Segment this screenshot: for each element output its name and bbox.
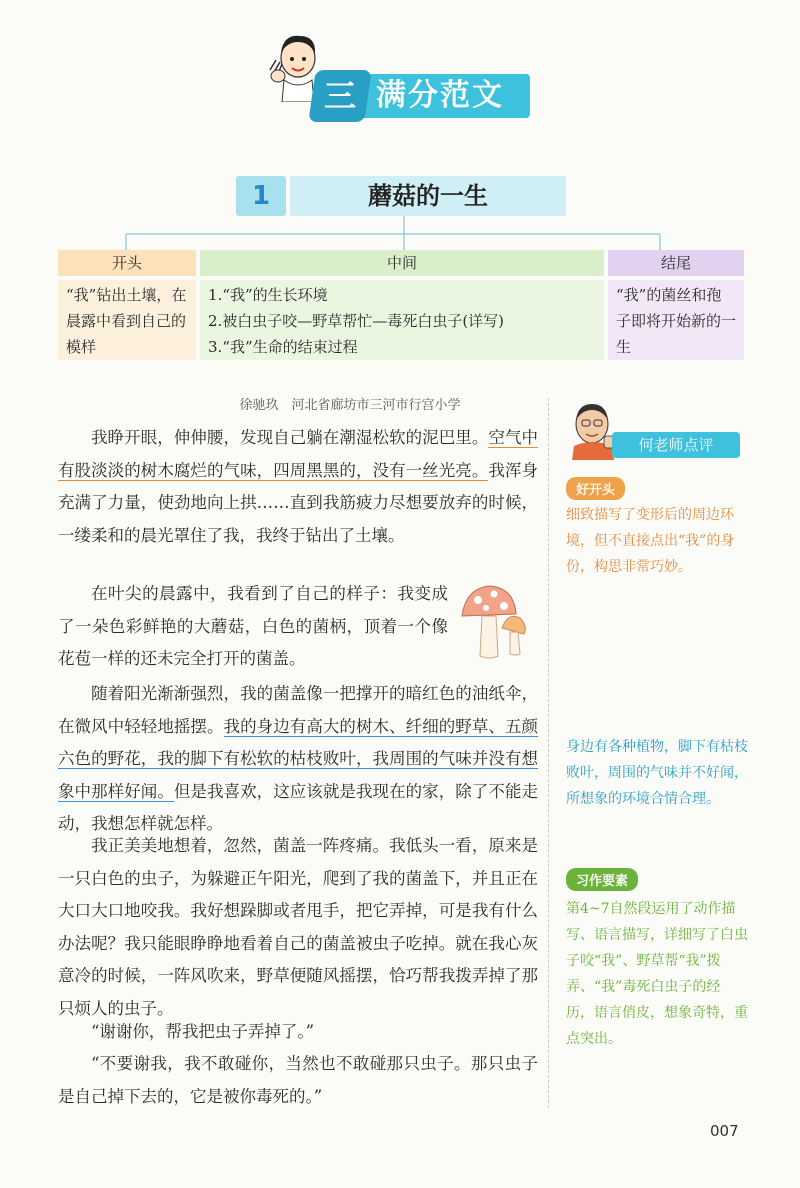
paragraph-1	[58, 422, 538, 552]
essay-author: 徐驰玖 河北省廊坊市三河市行宫小学	[239, 398, 461, 413]
paragraph-5: “谢谢你，帮我把虫子弄掉了。”	[91, 1022, 315, 1041]
comment-opening: 细致描写了变形后的周边环境，但不直接点出“我”的身份，构思非常巧妙。	[566, 507, 735, 575]
structure-middle-item: 1.“我”的生长环境	[208, 286, 328, 304]
paragraph-3-part: 但是我喜欢，这应该就是我现在的家，除了不能走动，我想怎样就怎样。	[58, 781, 539, 833]
structure-cell-middle	[200, 280, 604, 360]
structure-middle-item: 2.被白虫子咬—野草帮忙—毒死白虫子(详写)	[208, 312, 505, 330]
paragraph-4: 我正美美地想着，忽然，菌盖一阵疼痛。我低头一看，原来是一只白色的虫子，为躲避正午阳光，爬到了我的菌盖下，并且正在大口大口地咬我。我好想跺脚或者甩手，把它弄掉，可是我有什么办法呢？我只能眼睁睁地看着自己的菌盖被虫子吃掉。就在我心灰意冷的时候，一阵风吹来，野草便随风摇摆，恰巧帮我拨弄掉了那只烦人的虫子。	[58, 836, 538, 1018]
structure-cell-start: “我”钻出土壤，在晨露中看到自己的模样	[58, 280, 196, 360]
tag-good-opening: 好开头	[566, 477, 625, 500]
structure-cell-end: “我”的菌丝和孢子即将开始新的一生	[608, 280, 744, 360]
mushroom-illustration	[458, 582, 530, 662]
chapter-number: 三	[323, 77, 356, 115]
highlight-orange: 空气中有股淡淡的树木腐烂的气味，四周黑黑的，没有一丝光亮。	[58, 428, 539, 480]
paragraph-6: “不要谢我，我不敢碰你，当然也不敢碰那只虫子。那只虫子是自己掉下去的，它是被你毒死的。”	[58, 1054, 538, 1106]
structure-connector-lines	[0, 216, 800, 252]
structure-head-middle: 中间	[200, 250, 604, 276]
paragraph-3	[58, 678, 538, 841]
structure-head-start: 开头	[58, 250, 196, 276]
teacher-comment-title: 何老师点评	[612, 432, 740, 458]
essay-number: 1	[251, 181, 271, 211]
structure-head-end: 结尾	[608, 250, 744, 276]
chapter-title: 满分范文	[376, 78, 504, 113]
sidebar-divider	[548, 398, 549, 1108]
page-number: 007	[710, 1122, 739, 1140]
highlight-blue: 我的身边有高大的树木、纤细的野草、五颜六色的野花，我的脚下有松软的枯枝败叶，我周围的气味并没有想象中那样好闻。	[58, 716, 539, 801]
comment-environment: 身边有各种植物，脚下有枯枝败叶，周围的气味并不好闻，所想象的环境合情合理。	[566, 739, 748, 807]
paragraph-2: 在叶尖的晨露中，我看到了自己的样子：我变成了一朵色彩鲜艳的大蘑菇，白色的菌柄，顶着一个像花苞一样的还未完全打开的菌盖。	[58, 584, 448, 668]
paragraph-3-part: 随着阳光渐渐强烈，我的菌盖像一把撑开的暗红色的油纸伞，在微风中轻轻地摇摆。	[58, 684, 538, 736]
paragraph-1-part: 我浑身充满了力量，使劲地向上拱……直到我筋疲力尽想要放弃的时候，一缕柔和的晨光罩住了我，我终于钻出了土壤。	[58, 460, 539, 545]
essay-title: 蘑菇的一生	[368, 181, 488, 210]
paragraph-1-part: 我睁开眼，伸伸腰，发现自己躺在潮湿松软的泥巴里。	[91, 428, 489, 447]
comment-writing-elements: 第4~7自然段运用了动作描写、语言描写，详细写了白虫子咬“我”、野草帮“我”拨弄、“我”毒死白虫子的经历，语言俏皮，想象奇特，重点突出。	[566, 901, 748, 1047]
tag-writing-elements: 习作要素	[566, 868, 638, 891]
structure-middle-item: 3.“我”生命的结束过程	[208, 338, 358, 356]
